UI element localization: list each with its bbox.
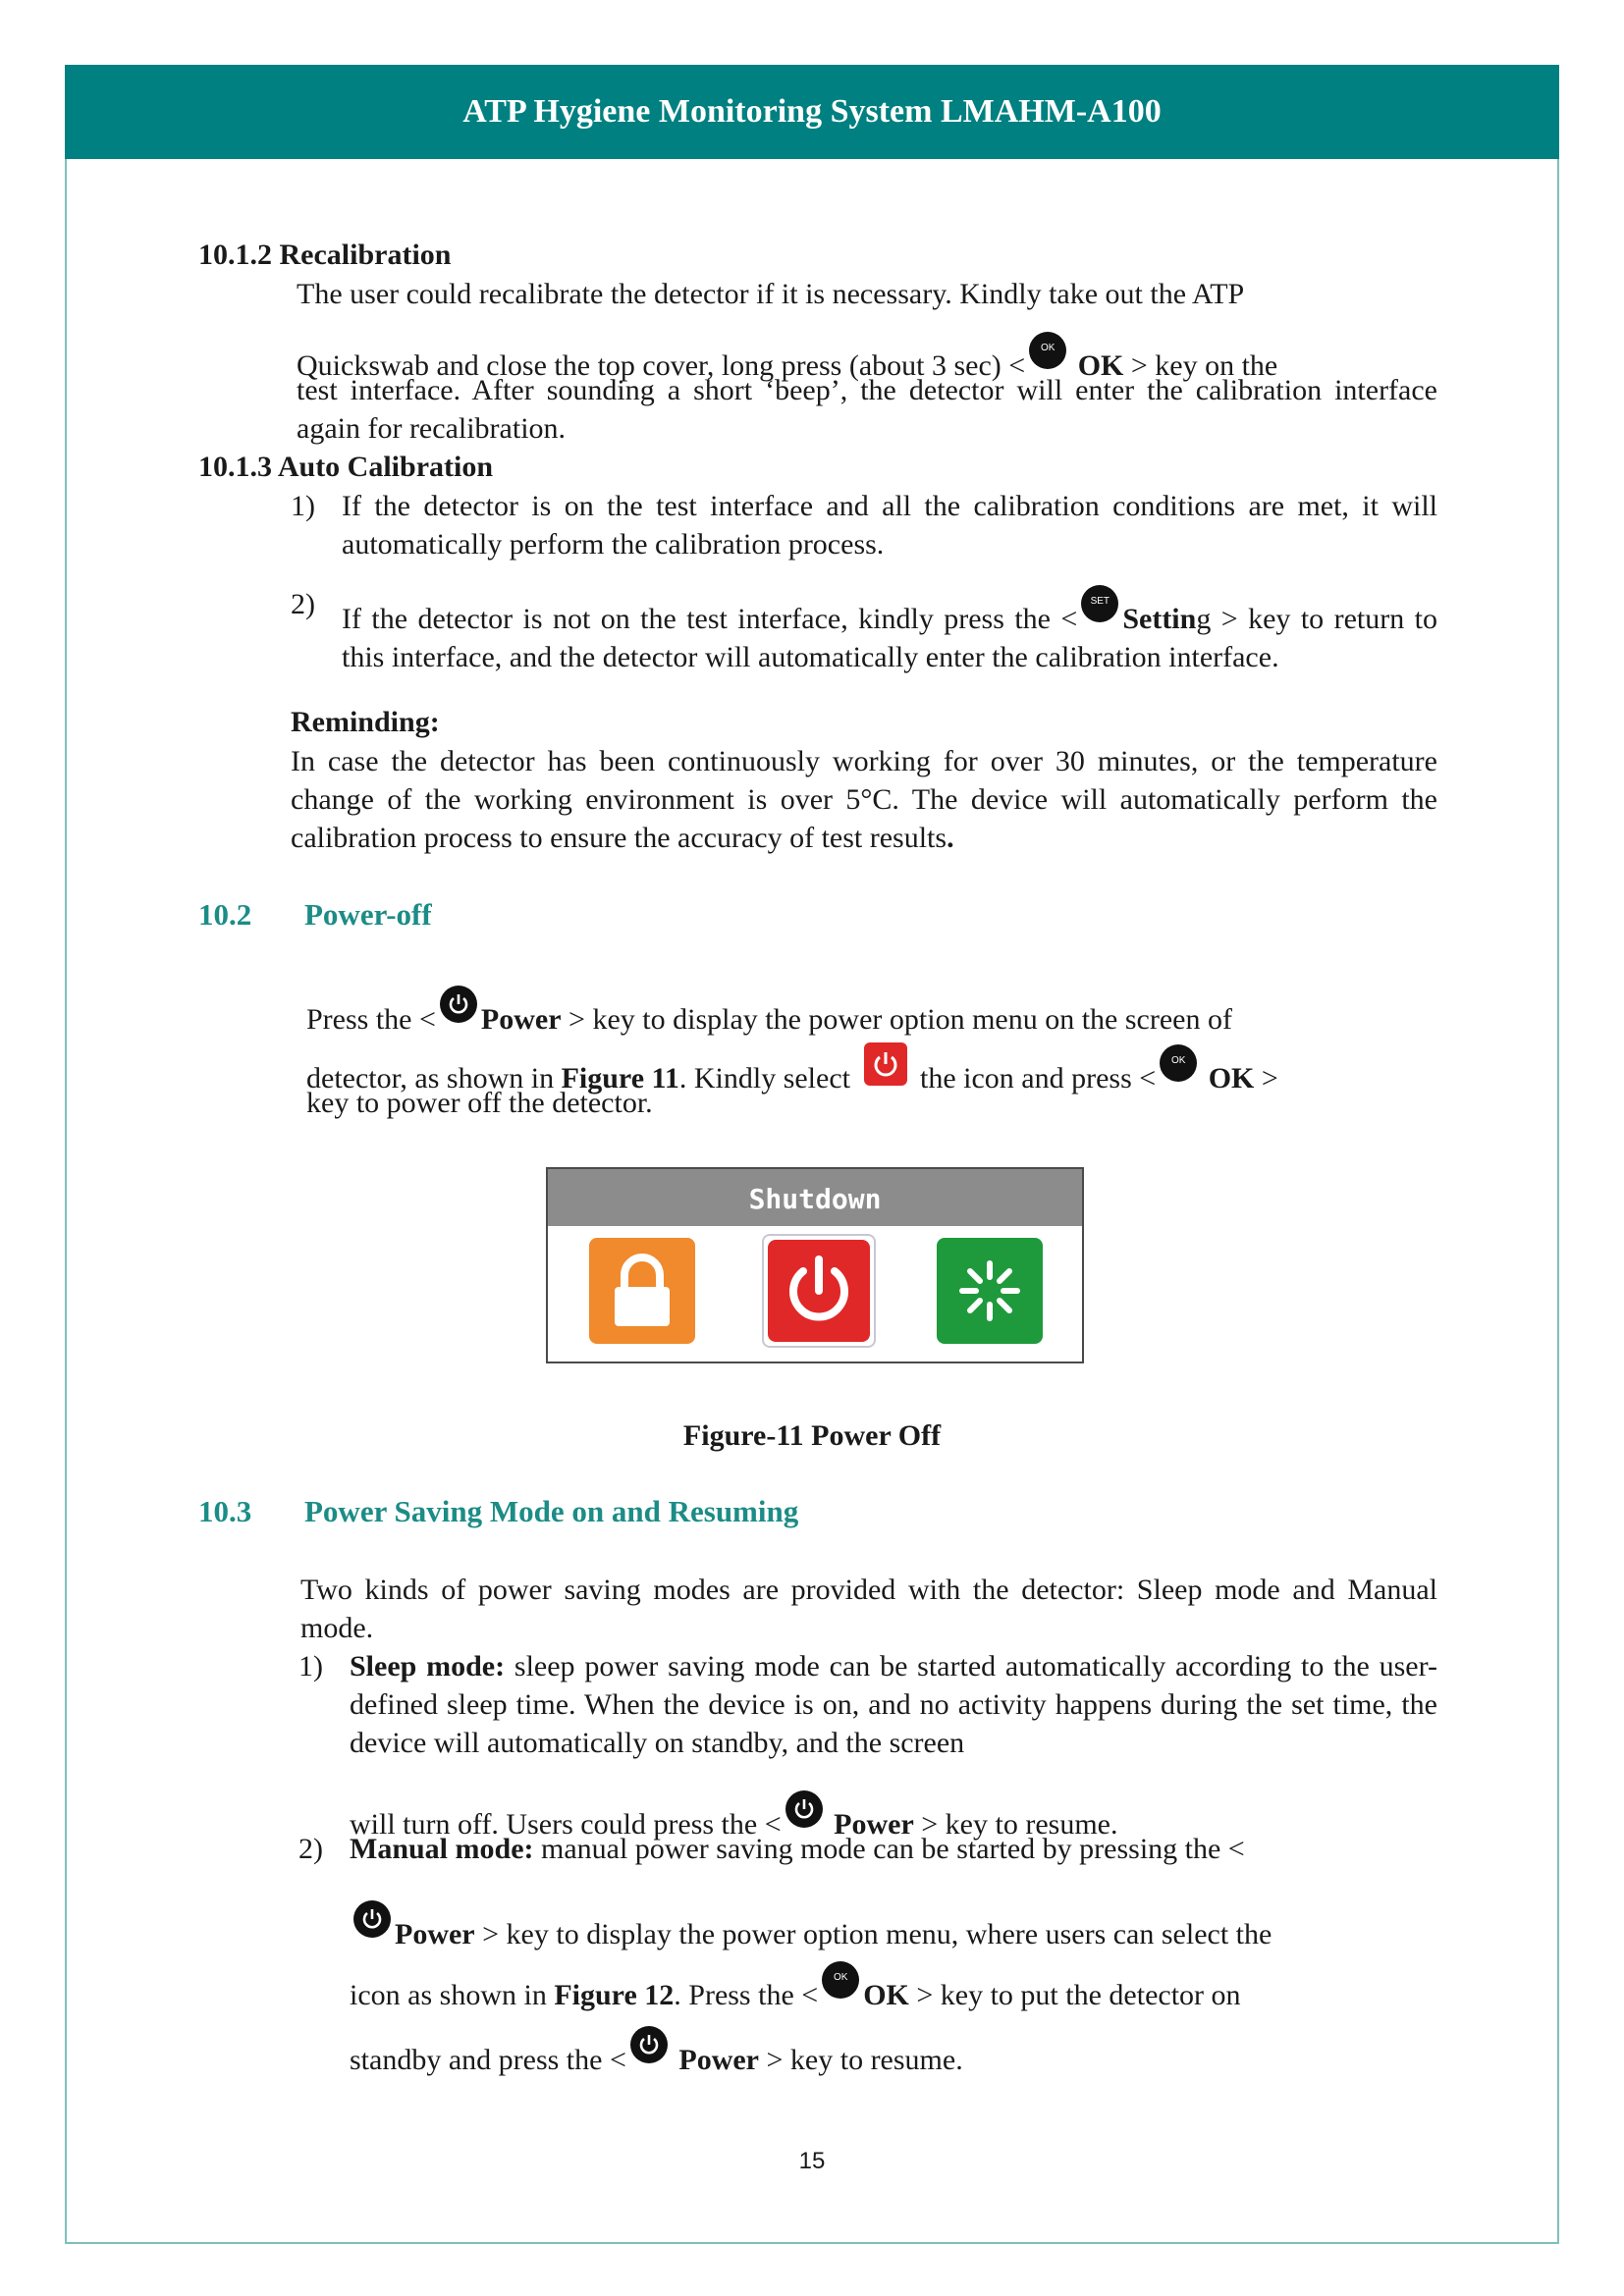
power-icon — [768, 1240, 870, 1342]
power-off-line-3: key to power off the detector. — [306, 1087, 653, 1119]
recalibration-line-2: Quickswab and close the top cover, long press (about 3 sec) < OK OK > key on the — [297, 332, 1437, 385]
figure-caption: Figure-11 Power Off — [682, 1419, 942, 1452]
power-off-line-2: detector, as shown in Figure 11. Kindly select the icon and press < OK OK > — [306, 1042, 1437, 1097]
power-button-icon — [864, 1042, 907, 1086]
manual-mode-line-4: standby and press the < Power > key to resume. — [350, 2026, 1437, 2079]
set-key-icon: SET — [1081, 585, 1118, 622]
list-item: 1) Sleep mode: sleep power saving mode can be started automatically according to the user-defined sleep time. When the device is on, and no activity happens during the set time, the device will automatically on standby, and the screen — [350, 1647, 1437, 1762]
heading-auto-calibration: 10.1.3 Auto Calibration — [198, 451, 494, 483]
recalibration-line-3: test interface. After sounding a short ‘beep’, the detector will enter the calibration interface again for recalibration. — [297, 374, 1437, 445]
power-off-line-1: Press the < Power > key to display the power option menu on the screen of — [306, 986, 1437, 1039]
list-number: 1) — [291, 490, 315, 522]
lock-icon — [589, 1238, 695, 1344]
list-number: 2) — [298, 1833, 323, 1865]
power-saving-intro: Two kinds of power saving modes are provided with the detector: Sleep mode and Manual mode. — [300, 1574, 1437, 1644]
standby-icon — [937, 1238, 1043, 1344]
ok-key-icon: OK — [1029, 332, 1066, 369]
list-number: 2) — [291, 588, 315, 620]
shutdown-screen — [546, 1167, 1084, 1363]
manual-mode-line-3: icon as shown in Figure 12. Press the < OK OK > key to put the detector on — [350, 1961, 1437, 2014]
list-item: 2) If the detector is not on the test interface, kindly press the < SET Setting > key to return to this interface, and the detector will automatically enter the calibration interface. — [342, 585, 1437, 676]
list-number: 1) — [298, 1650, 323, 1682]
list-text: If the detector is on the test interface and all the calibration conditions are met, it will automatically perform the calibration process. — [342, 490, 1437, 561]
power-key-icon — [785, 1790, 823, 1828]
page-header: ATP Hygiene Monitoring System LMAHM-A100 — [65, 65, 1559, 159]
sleep-mode-line-2: will turn off. Users could press the < Power > key to resume. — [350, 1790, 1437, 1843]
heading-recalibration: 10.1.2 Recalibration — [198, 239, 452, 271]
manual-mode-line-2: Power > key to display the power option menu, where users can select the — [350, 1900, 1437, 1953]
power-key-icon — [630, 2026, 668, 2063]
reminding-text: In case the detector has been continuously working for over 30 minutes, or the temperature change of the working environment is over 5°C. The device will automatically perform the calibration process to ensure the accuracy of test results. — [291, 745, 1437, 854]
section-heading-power-off: 10.2 Power-off — [198, 897, 432, 932]
list-item — [291, 487, 1437, 563]
reminding-label: Reminding: — [291, 706, 440, 738]
ok-key-icon: OK — [1160, 1044, 1197, 1082]
shutdown-title: Shutdown — [548, 1169, 1082, 1226]
power-key-icon — [440, 986, 477, 1023]
page-number: 15 — [798, 2148, 826, 2174]
section-heading-power-saving: 10.3 Power Saving Mode on and Resuming — [198, 1494, 799, 1528]
list-item: 2) Manual mode: manual power saving mode can be started by pressing the < — [350, 1830, 1437, 1868]
power-off-option — [762, 1234, 876, 1348]
power-key-icon — [353, 1900, 391, 1938]
ok-key-icon: OK — [822, 1961, 859, 1999]
recalibration-line-1: The user could recalibrate the detector if it is necessary. Kindly take out the ATP — [297, 278, 1245, 310]
